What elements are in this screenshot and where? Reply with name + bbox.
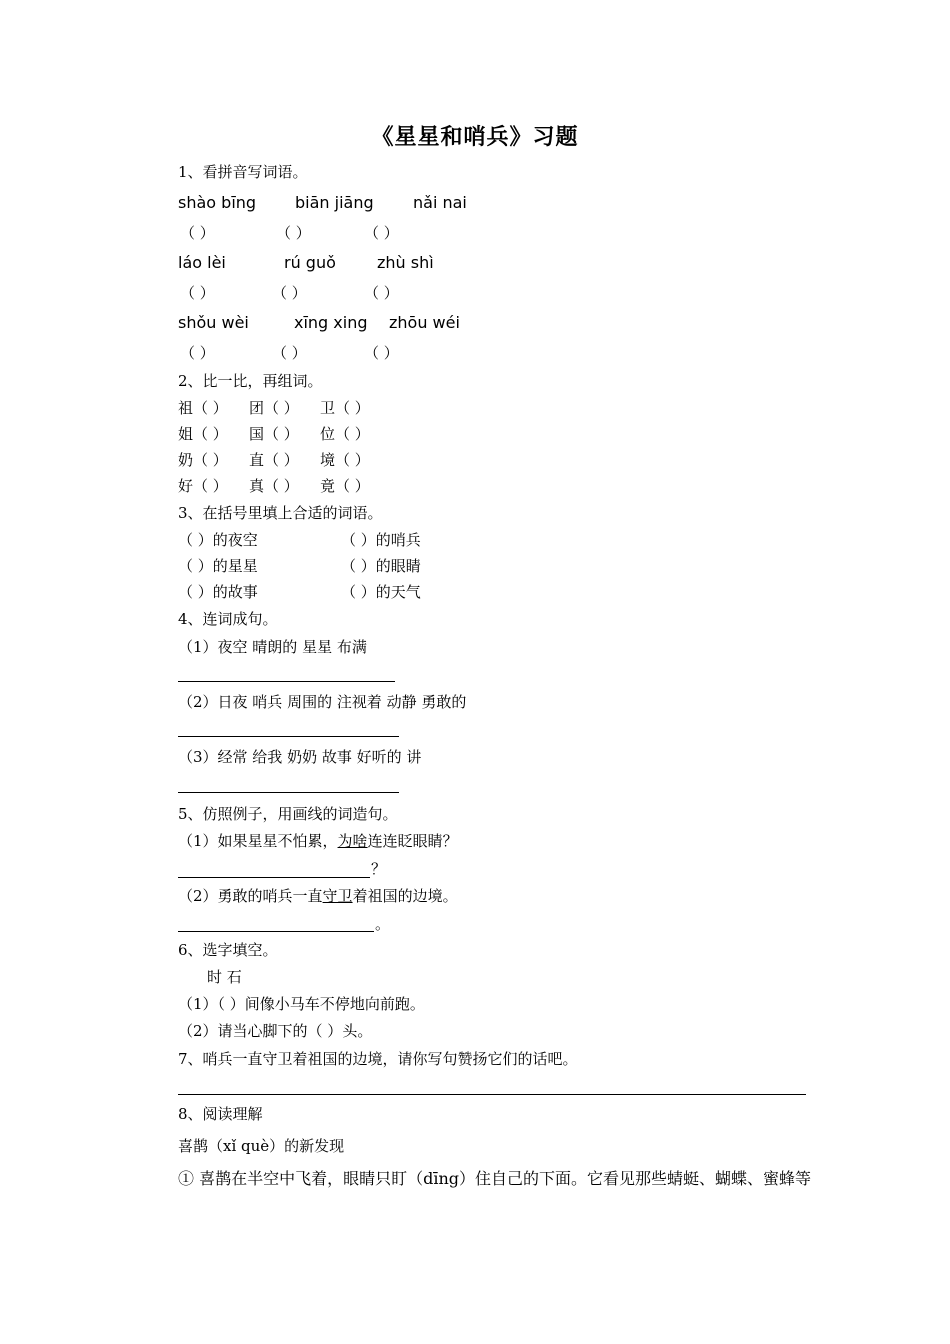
underlined-word: 为啥 bbox=[337, 832, 368, 850]
underlined-word: 守卫 bbox=[322, 887, 353, 905]
answer-line[interactable] bbox=[178, 877, 370, 878]
pinyin-cell: shào bīng bbox=[178, 193, 257, 212]
q7-heading: 7、哨兵一直守卫着祖国的边境，请你写句赞扬它们的话吧。 bbox=[178, 1050, 578, 1068]
answer-blank[interactable]: （ ） bbox=[180, 284, 215, 302]
q4-item: （1）夜空 晴朗的 星星 布满 bbox=[178, 638, 367, 656]
compare-cell: 境（ ） bbox=[320, 451, 370, 469]
fill-cell: （ ）的哨兵 bbox=[341, 531, 421, 549]
compare-cell: 奶（ ） bbox=[178, 451, 228, 469]
answer-blank[interactable]: （ ） bbox=[364, 284, 399, 302]
compare-cell: 位（ ） bbox=[320, 425, 370, 443]
compare-cell: 团（ ） bbox=[249, 399, 299, 417]
pinyin-cell: xīng xing bbox=[294, 313, 368, 332]
choice-chars: 时 石 bbox=[207, 968, 242, 986]
page-title: 《星星和哨兵》习题 bbox=[371, 124, 579, 150]
answer-line[interactable] bbox=[178, 681, 395, 682]
passage-title: 喜鹊（xǐ què）的新发现 bbox=[178, 1137, 345, 1155]
answer-line[interactable] bbox=[178, 931, 374, 932]
pinyin-cell: rú guǒ bbox=[284, 253, 336, 272]
q6-item: （2）请当心脚下的（ ）头。 bbox=[178, 1022, 373, 1040]
q6-heading: 6、选字填空。 bbox=[178, 941, 278, 959]
compare-cell: 祖（ ） bbox=[178, 399, 228, 417]
compare-cell: 好（ ） bbox=[178, 477, 228, 495]
passage-paragraph: ① 喜鹊在半空中飞着，眼睛只盯（dīng）住自己的下面。它看见那些蜻蜓、蝴蝶、蜜蜂等 bbox=[178, 1169, 811, 1188]
q5-heading: 5、仿照例子，用画线的词造句。 bbox=[178, 805, 398, 823]
pinyin-cell: zhù shì bbox=[377, 253, 434, 272]
q5-example-1 bbox=[178, 831, 458, 851]
answer-blank[interactable]: （ ） bbox=[364, 224, 399, 242]
compare-cell: 国（ ） bbox=[249, 425, 299, 443]
fill-cell: （ ）的眼睛 bbox=[341, 557, 421, 575]
answer-blank[interactable]: （ ） bbox=[180, 344, 215, 362]
pinyin-cell: zhōu wéi bbox=[389, 313, 460, 332]
q5-example-2 bbox=[178, 886, 458, 906]
example-text: （1）如果星星不怕累， bbox=[178, 832, 338, 850]
pinyin-cell: láo lèi bbox=[178, 253, 226, 272]
answer-line[interactable] bbox=[178, 792, 399, 793]
pinyin-cell: nǎi nai bbox=[413, 193, 467, 212]
q3-heading: 3、在括号里填上合适的词语。 bbox=[178, 504, 383, 522]
answer-blank[interactable]: （ ） bbox=[272, 344, 307, 362]
q8-heading: 8、阅读理解 bbox=[178, 1105, 263, 1123]
answer-blank[interactable]: （ ） bbox=[180, 224, 215, 242]
sentence-end: 。 bbox=[375, 915, 391, 933]
q2-heading: 2、比一比，再组词。 bbox=[178, 372, 323, 390]
example-text: 着祖国的边境。 bbox=[352, 887, 458, 905]
answer-blank[interactable]: （ ） bbox=[272, 284, 307, 302]
compare-cell: 直（ ） bbox=[249, 451, 299, 469]
sentence-end: ？ bbox=[371, 860, 387, 878]
q1-heading: 1、看拼音写词语。 bbox=[178, 163, 308, 181]
answer-blank[interactable]: （ ） bbox=[276, 224, 311, 242]
fill-cell: （ ）的天气 bbox=[341, 583, 421, 601]
q4-heading: 4、连词成句。 bbox=[178, 610, 278, 628]
compare-cell: 真（ ） bbox=[249, 477, 299, 495]
compare-cell: 卫（ ） bbox=[320, 399, 370, 417]
q6-item: （1）（ ）间像小马车不停地向前跑。 bbox=[178, 995, 425, 1013]
answer-line[interactable] bbox=[178, 1094, 806, 1095]
answer-line[interactable] bbox=[178, 736, 399, 737]
fill-cell: （ ）的故事 bbox=[178, 583, 258, 601]
q4-item: （2）日夜 哨兵 周围的 注视着 动静 勇敢的 bbox=[178, 693, 467, 711]
compare-cell: 姐（ ） bbox=[178, 425, 228, 443]
q4-item: （3）经常 给我 奶奶 故事 好听的 讲 bbox=[178, 748, 422, 766]
fill-cell: （ ）的夜空 bbox=[178, 531, 258, 549]
pinyin-cell: biān jiāng bbox=[295, 193, 374, 212]
fill-cell: （ ）的星星 bbox=[178, 557, 258, 575]
pinyin-cell: shǒu wèi bbox=[178, 313, 249, 332]
answer-blank[interactable]: （ ） bbox=[364, 344, 399, 362]
example-text: （2）勇敢的哨兵一直 bbox=[178, 887, 323, 905]
compare-cell: 竟（ ） bbox=[320, 477, 370, 495]
example-text: 连连眨眼睛？ bbox=[367, 832, 458, 850]
